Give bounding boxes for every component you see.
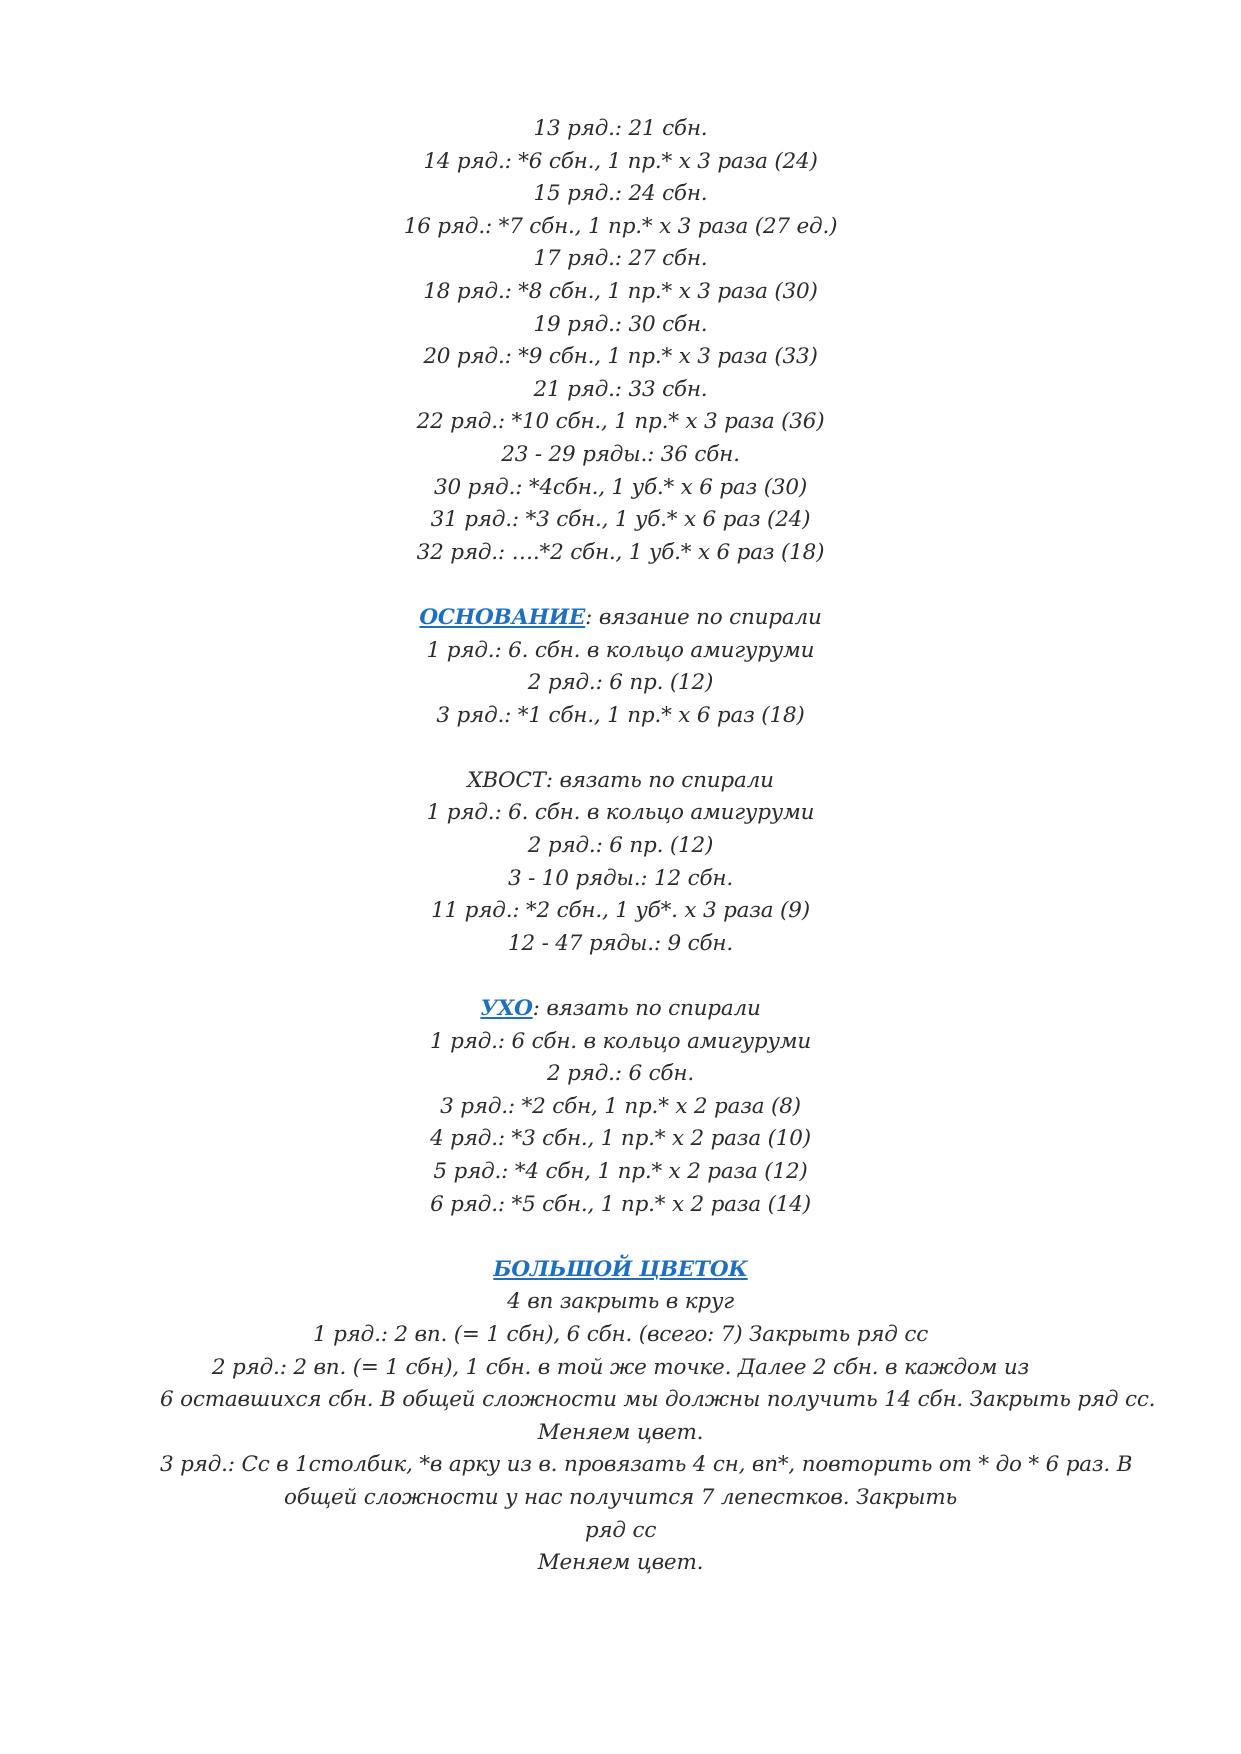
base-heading-suffix: : вязание по спирали [585,604,822,630]
row-line: 30 ряд.: *4сбн., 1 уб.* х 6 раз (30) [433,474,808,500]
ear-heading: УХО [480,996,533,1022]
ear-heading-line [160,993,1081,1026]
row-line: 15 ряд.: 24 сбн. [533,181,708,207]
row-line: 4 ряд.: *3 сбн., 1 пр.* х 2 раза (10) [430,1126,811,1152]
row-line: 3 ряд.: *2 сбн, 1 пр.* х 2 раза (8) [440,1093,801,1119]
row-line: 1 ряд.: 6. сбн. в кольцо амигуруми [426,800,815,826]
flower-line: ряд сс [584,1517,657,1543]
flower-line: 2 ряд.: 2 вп. (= 1 сбн), 1 сбн. в той же точке. Далее 2 сбн. в каждом из [211,1354,1030,1380]
flower-line: 3 ряд.: Сс в 1столбик, *в арку из в. провязать 4 сн, вп*, повторить от * до * 6 раз. В [160,1452,1133,1478]
row-line: 22 ряд.: *10 сбн., 1 пр.* х 3 раза (36) [416,409,825,435]
row-line: 2 ряд.: 6 пр. (12) [527,833,714,859]
spacer [160,1221,1081,1254]
body-rows-section [160,113,1081,569]
flower-line: Меняем цвет. [537,1550,704,1576]
row-line: 13 ряд.: 21 сбн. [533,116,708,141]
row-line: 17 ряд.: 27 сбн. [533,246,708,272]
flower-heading: БОЛЬШОЙ ЦВЕТОК [493,1256,748,1282]
row-line: 6 ряд.: *5 сбн., 1 пр.* х 2 раза (14) [430,1191,811,1217]
row-line: 23 - 29 ряды.: 36 сбн. [501,441,740,467]
flower-line: 4 вп закрыть в круг [507,1289,734,1315]
row-line: 5 ряд.: *4 сбн, 1 пр.* х 2 раза (12) [433,1159,808,1184]
row-line: 3 ряд.: *1 сбн., 1 пр.* х 6 раз (18) [436,702,805,728]
row-line: 14 ряд.: *6 сбн., 1 пр.* х 3 раза (24) [423,148,818,174]
row-line: 20 ряд.: *9 сбн., 1 пр.* х 3 раза (33) [423,344,818,370]
base-section [160,602,1081,732]
spacer [160,732,1081,765]
row-line: 2 ряд.: 6 сбн. [547,1061,694,1087]
flower-line: Меняем цвет. [537,1419,704,1445]
row-line: 2 ряд.: 6 пр. (12) [527,670,714,696]
tail-section [160,765,1081,961]
row-line: 18 ряд.: *8 сбн., 1 пр.* х 3 раза (30) [423,278,818,304]
row-line: 21 ряд.: 33 сбн. [533,376,708,402]
spacer [160,960,1081,993]
ear-heading-suffix: : вязать по спирали [532,996,761,1022]
flower-line: общей сложности у нас получится 7 лепестков. Закрыть [283,1484,958,1510]
spacer [160,569,1081,602]
row-line: 3 - 10 ряды.: 12 сбн. [507,865,733,891]
ear-section [160,993,1081,1221]
row-line: 1 ряд.: 6. сбн. в кольцо амигуруми [426,637,815,663]
flower-section [160,1254,1156,1580]
base-heading-line [160,602,1081,635]
row-line: 1 ряд.: 6 сбн. в кольцо амигуруми [430,1028,811,1054]
row-line: 12 - 47 ряды.: 9 сбн. [507,930,733,956]
flower-line: 6 оставшихся сбн. В общей сложности мы должны получить 14 сбн. Закрыть ряд сс. [160,1387,1156,1413]
row-line: 31 ряд.: *3 сбн., 1 уб.* х 6 раз (24) [430,507,811,533]
base-heading: ОСНОВАНИЕ [419,604,586,630]
pattern-text [160,113,1156,1580]
row-line: 32 ряд.: ….*2 сбн., 1 уб.* х 6 раз (18) [416,539,825,565]
flower-line: 1 ряд.: 2 вп. (= 1 сбн), 6 сбн. (всего: 7) Закрыть ряд сс [312,1321,929,1347]
row-line: 19 ряд.: 30 сбн. [533,311,708,337]
tail-heading: ХВОСТ: вязать по спирали [467,767,774,793]
row-line: 11 ряд.: *2 сбн., 1 уб*. х 3 раза (9) [431,898,810,924]
row-line: 16 ряд.: *7 сбн., 1 пр.* х 3 раза (27 ед.) [403,213,838,239]
